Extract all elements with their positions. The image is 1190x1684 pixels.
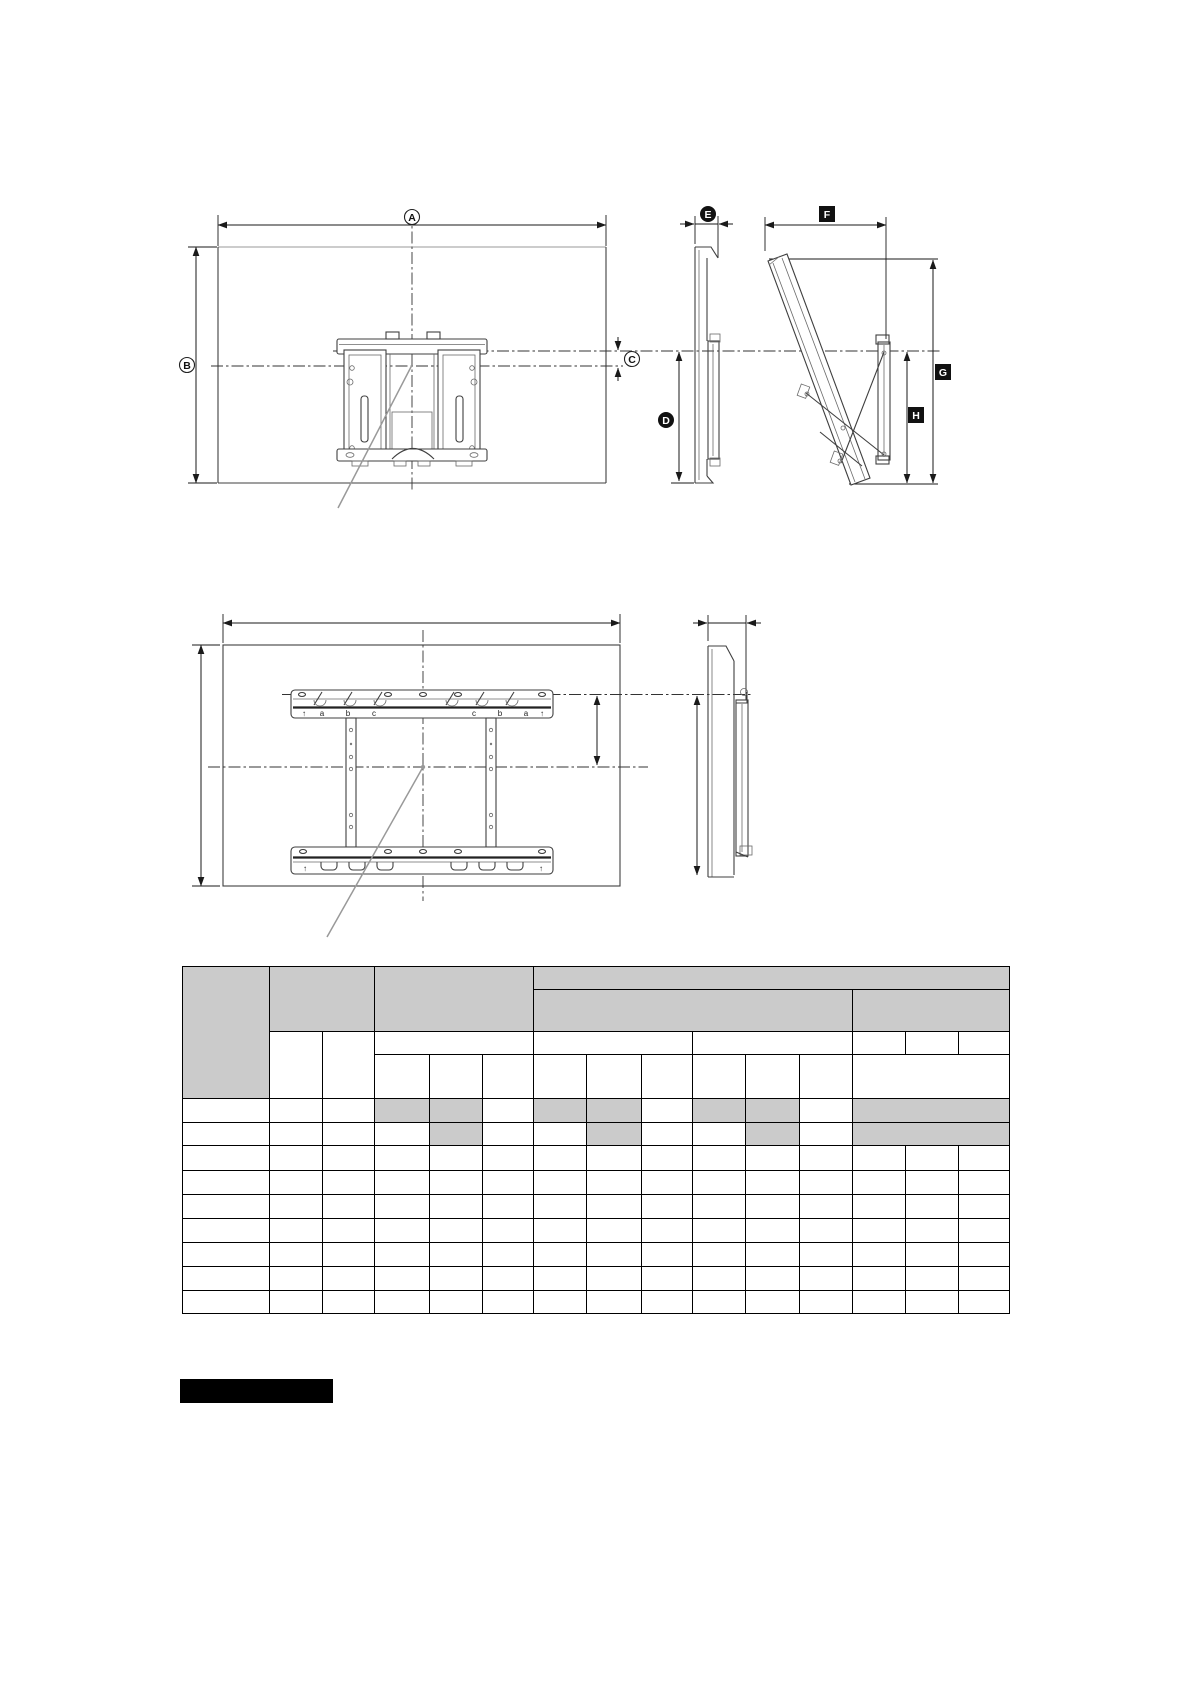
table-cell bbox=[270, 1099, 323, 1123]
table-header-cell bbox=[430, 1123, 483, 1146]
table-header-cell bbox=[853, 990, 1010, 1032]
dim-label-g bbox=[935, 364, 951, 380]
table-cell bbox=[800, 1099, 853, 1123]
table-cell bbox=[534, 1032, 693, 1055]
table-cell bbox=[483, 1219, 534, 1243]
table-cell bbox=[375, 1219, 430, 1243]
table-cell bbox=[959, 1032, 1010, 1055]
table-cell bbox=[430, 1171, 483, 1195]
table-cell bbox=[693, 1219, 746, 1243]
table-cell bbox=[853, 1146, 906, 1171]
table-cell bbox=[800, 1146, 853, 1171]
table-header-cell bbox=[183, 967, 270, 1099]
table-header-cell bbox=[853, 1099, 1010, 1123]
table-cell bbox=[642, 1243, 693, 1267]
table-cell bbox=[270, 1291, 323, 1314]
table-cell bbox=[483, 1099, 534, 1123]
hook-mark-a-left: a bbox=[319, 709, 325, 718]
table-cell bbox=[959, 1171, 1010, 1195]
tv-tilt-side-view-diagram bbox=[765, 206, 951, 485]
table-cell bbox=[534, 1123, 587, 1146]
table-cell bbox=[375, 1146, 430, 1171]
svg-text:D: D bbox=[662, 415, 670, 427]
table-cell bbox=[693, 1267, 746, 1291]
table-header-cell bbox=[693, 1099, 746, 1123]
table-header-cell bbox=[534, 967, 1010, 990]
hook-mark-arrow-right: ↑ bbox=[540, 709, 544, 718]
table-cell bbox=[534, 1195, 587, 1219]
hook-mark-arrow-bottom-left: ↑ bbox=[303, 864, 307, 873]
bracket-front-view-diagram bbox=[192, 614, 752, 937]
dim-label-c bbox=[625, 352, 640, 367]
table-cell bbox=[375, 1291, 430, 1314]
table-cell bbox=[800, 1219, 853, 1243]
table-cell bbox=[906, 1171, 959, 1195]
table-cell bbox=[270, 1171, 323, 1195]
svg-text:H: H bbox=[912, 410, 920, 422]
dim-label-d bbox=[658, 412, 674, 428]
table-cell bbox=[375, 1243, 430, 1267]
table-cell bbox=[959, 1146, 1010, 1171]
table-cell bbox=[587, 1267, 642, 1291]
table-cell bbox=[323, 1146, 375, 1171]
bracket-side-view-diagram bbox=[693, 615, 761, 877]
tv-side-view-diagram bbox=[658, 206, 733, 483]
svg-text:G: G bbox=[938, 367, 948, 379]
table-cell bbox=[642, 1291, 693, 1314]
table-cell bbox=[746, 1291, 800, 1314]
table-cell bbox=[642, 1055, 693, 1099]
hook-mark-arrow-bottom-right: ↑ bbox=[539, 864, 543, 873]
dimension-table bbox=[182, 966, 1010, 1314]
table-cell bbox=[746, 1267, 800, 1291]
dim-label-h bbox=[908, 407, 924, 423]
table-header-cell bbox=[534, 990, 853, 1032]
table-cell bbox=[693, 1146, 746, 1171]
table-cell bbox=[483, 1055, 534, 1099]
table-cell bbox=[483, 1146, 534, 1171]
table-header-cell bbox=[375, 1099, 430, 1123]
table-cell bbox=[375, 1171, 430, 1195]
table-cell bbox=[693, 1195, 746, 1219]
table-cell bbox=[270, 1267, 323, 1291]
table-cell bbox=[430, 1243, 483, 1267]
svg-text:B: B bbox=[183, 360, 191, 372]
table-cell bbox=[853, 1055, 1010, 1099]
table-cell bbox=[323, 1099, 375, 1123]
table-cell bbox=[323, 1195, 375, 1219]
table-cell bbox=[483, 1267, 534, 1291]
table-cell bbox=[853, 1032, 906, 1055]
table-cell bbox=[959, 1195, 1010, 1219]
hook-mark-b-right: b bbox=[497, 709, 503, 718]
table-cell bbox=[183, 1123, 270, 1146]
table-cell bbox=[693, 1055, 746, 1099]
svg-text:C: C bbox=[628, 354, 636, 366]
table-cell bbox=[375, 1055, 430, 1099]
table-cell bbox=[906, 1267, 959, 1291]
table-cell bbox=[323, 1123, 375, 1146]
bracket-legs bbox=[346, 718, 496, 847]
table-cell bbox=[483, 1123, 534, 1146]
table-cell bbox=[183, 1099, 270, 1123]
table-cell bbox=[959, 1291, 1010, 1314]
table-cell bbox=[183, 1146, 270, 1171]
table-cell bbox=[587, 1146, 642, 1171]
table-cell bbox=[323, 1291, 375, 1314]
table-cell bbox=[693, 1032, 853, 1055]
table-cell bbox=[430, 1055, 483, 1099]
table-cell bbox=[906, 1243, 959, 1267]
table-cell bbox=[853, 1219, 906, 1243]
hook-mark-b-left: b bbox=[345, 709, 351, 718]
table-cell bbox=[800, 1171, 853, 1195]
table-cell bbox=[375, 1123, 430, 1146]
table-cell bbox=[800, 1291, 853, 1314]
table-cell bbox=[800, 1123, 853, 1146]
table-cell bbox=[853, 1243, 906, 1267]
table-cell bbox=[693, 1123, 746, 1146]
table-cell bbox=[323, 1219, 375, 1243]
hook-mark-arrow-left: ↑ bbox=[302, 709, 306, 718]
table-cell bbox=[483, 1243, 534, 1267]
table-cell bbox=[642, 1099, 693, 1123]
table-cell bbox=[959, 1243, 1010, 1267]
table-cell bbox=[642, 1267, 693, 1291]
table-cell bbox=[183, 1267, 270, 1291]
dim-label-e bbox=[700, 206, 716, 222]
svg-text:A: A bbox=[408, 212, 416, 224]
table-cell bbox=[642, 1146, 693, 1171]
table-cell bbox=[270, 1032, 323, 1099]
table-cell bbox=[642, 1219, 693, 1243]
dim-label-a bbox=[405, 210, 420, 225]
table-cell bbox=[800, 1055, 853, 1099]
table-cell bbox=[587, 1171, 642, 1195]
table-cell bbox=[642, 1171, 693, 1195]
table-header-cell bbox=[853, 1123, 1010, 1146]
table-cell bbox=[534, 1146, 587, 1171]
table-cell bbox=[183, 1195, 270, 1219]
table-cell bbox=[430, 1146, 483, 1171]
svg-text:E: E bbox=[704, 209, 712, 221]
table-header-cell bbox=[587, 1123, 642, 1146]
table-cell bbox=[587, 1055, 642, 1099]
table-cell bbox=[693, 1243, 746, 1267]
table-cell bbox=[959, 1267, 1010, 1291]
table-cell bbox=[906, 1195, 959, 1219]
table-cell bbox=[323, 1032, 375, 1099]
dim-label-b bbox=[180, 358, 195, 373]
table-cell bbox=[270, 1146, 323, 1171]
table-cell bbox=[587, 1291, 642, 1314]
table-cell bbox=[323, 1171, 375, 1195]
hook-mark-c-left: c bbox=[372, 709, 376, 718]
table-header-cell bbox=[375, 967, 534, 1032]
table-cell bbox=[587, 1219, 642, 1243]
table-header-cell bbox=[587, 1099, 642, 1123]
table-cell bbox=[183, 1171, 270, 1195]
table-cell bbox=[534, 1219, 587, 1243]
table-cell bbox=[746, 1243, 800, 1267]
table-cell bbox=[483, 1195, 534, 1219]
table-cell bbox=[587, 1195, 642, 1219]
hook-mark-c-right: c bbox=[472, 709, 476, 718]
table-header-cell bbox=[746, 1123, 800, 1146]
table-cell bbox=[323, 1243, 375, 1267]
table-cell bbox=[746, 1195, 800, 1219]
table-cell bbox=[959, 1219, 1010, 1243]
table-cell bbox=[534, 1243, 587, 1267]
table-header-cell bbox=[430, 1099, 483, 1123]
table-cell bbox=[906, 1291, 959, 1314]
table-cell bbox=[430, 1267, 483, 1291]
table-cell bbox=[430, 1291, 483, 1314]
table-cell bbox=[430, 1219, 483, 1243]
table-cell bbox=[906, 1219, 959, 1243]
table-cell bbox=[800, 1195, 853, 1219]
table-cell bbox=[746, 1219, 800, 1243]
table-cell bbox=[270, 1243, 323, 1267]
table-cell bbox=[270, 1123, 323, 1146]
table-cell bbox=[800, 1267, 853, 1291]
table-header-cell bbox=[270, 967, 375, 1032]
table-cell bbox=[853, 1195, 906, 1219]
table-cell bbox=[746, 1055, 800, 1099]
table-cell bbox=[183, 1243, 270, 1267]
table-cell bbox=[375, 1032, 534, 1055]
table-cell bbox=[270, 1195, 323, 1219]
table-cell bbox=[183, 1291, 270, 1314]
table-cell bbox=[534, 1267, 587, 1291]
table-cell bbox=[534, 1055, 587, 1099]
dim-label-f bbox=[819, 206, 835, 222]
table-cell bbox=[270, 1219, 323, 1243]
table-header-cell bbox=[534, 1099, 587, 1123]
table-cell bbox=[853, 1267, 906, 1291]
table-cell bbox=[853, 1171, 906, 1195]
table-cell bbox=[800, 1243, 853, 1267]
table-cell bbox=[693, 1291, 746, 1314]
table-cell bbox=[534, 1171, 587, 1195]
section-label-box bbox=[180, 1379, 333, 1403]
table-cell bbox=[906, 1032, 959, 1055]
table-cell bbox=[693, 1171, 746, 1195]
table-cell bbox=[430, 1195, 483, 1219]
bracket-top-rail bbox=[291, 690, 553, 718]
hook-mark-a-right: a bbox=[523, 709, 529, 718]
table-cell bbox=[746, 1171, 800, 1195]
table-cell bbox=[323, 1267, 375, 1291]
table-cell bbox=[642, 1123, 693, 1146]
table-cell bbox=[375, 1195, 430, 1219]
table-cell bbox=[183, 1219, 270, 1243]
table-cell bbox=[746, 1146, 800, 1171]
table-cell bbox=[375, 1267, 430, 1291]
table-header-cell bbox=[746, 1099, 800, 1123]
table-cell bbox=[642, 1195, 693, 1219]
table-cell bbox=[534, 1291, 587, 1314]
table-cell bbox=[853, 1291, 906, 1314]
table-cell bbox=[587, 1243, 642, 1267]
bracket-bottom-rail bbox=[291, 847, 553, 874]
table-cell bbox=[483, 1171, 534, 1195]
table-cell bbox=[483, 1291, 534, 1314]
svg-text:F: F bbox=[823, 209, 831, 221]
table-cell bbox=[906, 1146, 959, 1171]
